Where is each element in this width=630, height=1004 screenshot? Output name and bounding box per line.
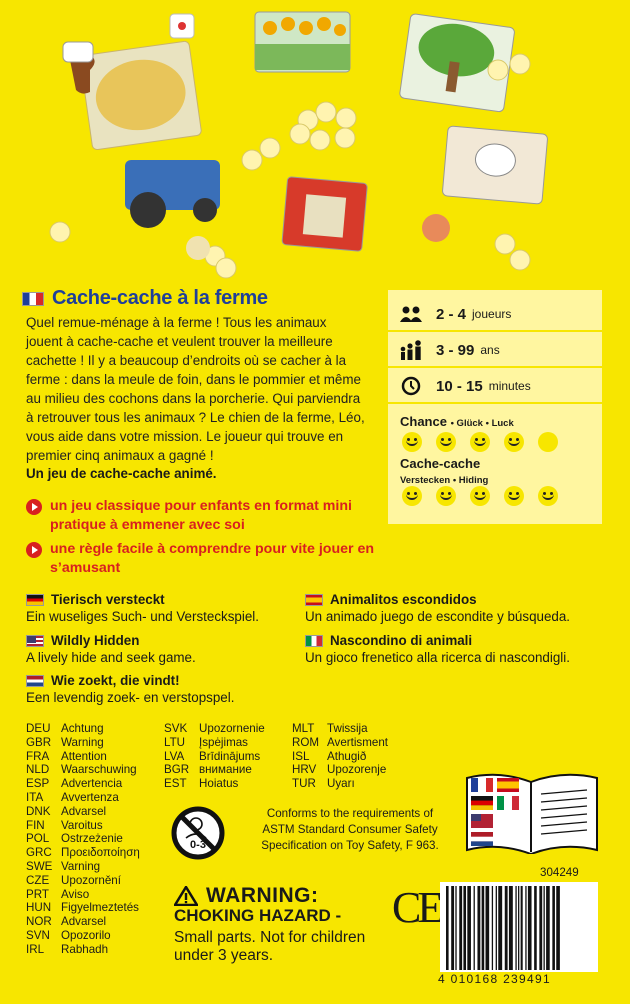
age-label: 0-3 <box>190 839 206 851</box>
warning-word: Opozorilo <box>61 928 111 942</box>
time-unit: minutes <box>488 379 531 393</box>
barcode-bar <box>556 886 560 970</box>
warning-word: Attention <box>61 749 107 763</box>
country-code: FIN <box>26 818 45 832</box>
players-icon <box>398 304 424 324</box>
feature-bullet <box>26 540 376 578</box>
warning-row <box>164 722 265 736</box>
warning-word: Figyelmeztetés <box>61 901 139 915</box>
lang-text: Un gioco frenetico alla ricerca di nascondigli. <box>305 650 570 665</box>
warning-word: Upozornění <box>61 873 121 887</box>
warning-row <box>26 777 140 791</box>
smiley-filled-icon <box>504 432 524 452</box>
flag-italy-icon <box>305 635 323 647</box>
astm-conformity-text: Conforms to the requirements of ASTM Standard Consumer Safety Specification on Toy Safety, F 963. <box>261 807 439 852</box>
hiding-label: Cache-cache Verstecken • Hiding <box>400 456 489 486</box>
warning-row <box>26 736 140 750</box>
lang-text: A lively hide and seek game. <box>26 650 196 665</box>
warning-word: Uyarı <box>327 777 355 791</box>
smiley-filled-icon <box>504 486 524 506</box>
warning-row <box>164 736 265 750</box>
no-under-3-icon <box>171 806 225 860</box>
country-code: LTU <box>164 735 186 749</box>
warning-row <box>26 901 140 915</box>
country-code: SVN <box>26 928 50 942</box>
feature-bullet <box>26 497 376 535</box>
warning-word: Upozorenje <box>327 763 387 777</box>
barcode-bar <box>552 886 555 970</box>
warning-word: Avertisment <box>327 735 388 749</box>
flag-germany-icon <box>26 594 44 606</box>
barcode-bar <box>544 886 545 970</box>
barcode-bar <box>539 886 542 970</box>
warning-list-2 <box>164 722 265 791</box>
hiding-sub: Verstecken • Hiding <box>400 475 489 486</box>
lang-block-us <box>26 632 196 666</box>
country-code: NLD <box>26 763 50 777</box>
warning-row <box>26 915 140 929</box>
country-code: CZE <box>26 873 50 887</box>
warning-word: Advertencia <box>61 777 123 791</box>
warning-row <box>164 750 265 764</box>
barcode-number: 4 010168 239491 <box>438 972 551 986</box>
lang-title: Wie zoekt, die vindt! <box>51 673 180 688</box>
country-code: ESP <box>26 777 50 791</box>
barcode-bar <box>446 886 449 970</box>
barcode-bar <box>492 886 493 970</box>
smiley-filled-icon <box>470 432 490 452</box>
barcode-bar <box>474 886 475 970</box>
country-code: DNK <box>26 804 51 818</box>
chance-rating <box>402 432 558 452</box>
warning-word: Aviso <box>61 887 90 901</box>
flag-spain-icon <box>305 594 323 606</box>
country-code: LVA <box>164 749 185 763</box>
warning-row <box>292 736 388 750</box>
warning-row <box>26 860 140 874</box>
country-code: POL <box>26 832 50 846</box>
smiley-filled-icon <box>470 486 490 506</box>
country-code: EST <box>164 777 187 791</box>
warning-word: Achtung <box>61 722 104 735</box>
warning-row <box>26 943 140 957</box>
warning-row <box>164 763 265 777</box>
warning-row <box>26 832 140 846</box>
country-code: IRL <box>26 942 45 956</box>
country-code: FRA <box>26 749 50 763</box>
barcode-bar <box>477 886 480 970</box>
country-code: MLT <box>292 722 315 735</box>
country-code: SWE <box>26 859 53 873</box>
country-code: BGR <box>164 763 190 777</box>
warning-row <box>292 777 388 791</box>
warning-word: Advarsel <box>61 804 107 818</box>
country-code: DEU <box>26 722 51 735</box>
arrow-bullet-icon <box>26 542 42 558</box>
arrow-bullet-icon <box>26 499 42 515</box>
barcode-bar <box>525 886 526 970</box>
age-value: 3 - 99 <box>436 341 475 359</box>
warning-word: Rabhadh <box>61 942 109 956</box>
country-code: SVK <box>164 722 188 735</box>
barcode <box>440 882 598 972</box>
instruction-book-icon <box>465 772 599 854</box>
lang-block-it <box>305 632 570 666</box>
warning-row <box>26 763 140 777</box>
warning-word: Προειδοποίηση <box>61 846 140 860</box>
barcode-bar <box>451 886 454 970</box>
barcode-bar <box>521 886 523 970</box>
choking-hazard-text: CHOKING HAZARD - <box>174 906 342 925</box>
warning-word: Warning <box>61 735 104 749</box>
warning-title: WARNING: <box>206 884 319 907</box>
barcode-bar <box>498 886 502 970</box>
warning-row <box>292 750 388 764</box>
country-code: HUN <box>26 901 52 915</box>
warning-row <box>26 929 140 943</box>
warning-word: внимание <box>199 763 252 777</box>
flag-netherlands-icon <box>26 675 44 687</box>
warning-triangle-icon <box>174 886 198 906</box>
players-value: 2 - 4 <box>436 305 467 323</box>
warning-word: Brīdinājums <box>199 749 261 763</box>
feature-text: un jeu classique pour enfants en format mini pratique à emmener avec soi <box>50 498 352 533</box>
barcode-bar <box>486 886 490 970</box>
lang-title: Tierisch versteckt <box>51 592 165 607</box>
lang-title: Animalitos escondidos <box>330 592 477 607</box>
item-number: 304249 <box>540 866 579 879</box>
warning-word: Avvertenza <box>61 790 119 804</box>
barcode-bar <box>518 886 519 970</box>
barcode-bar <box>509 886 513 970</box>
warning-row <box>26 819 140 833</box>
warning-heading <box>174 884 319 908</box>
game-tagline: Un jeu de cache-cache animé. <box>26 466 217 481</box>
warning-row <box>26 750 140 764</box>
country-code: HRV <box>292 763 317 777</box>
country-code: ISL <box>292 749 310 763</box>
country-code: ROM <box>292 735 320 749</box>
warning-word: Upozornenie <box>199 722 265 735</box>
age-icon <box>398 340 424 360</box>
lang-block-nl <box>26 672 234 706</box>
lang-text: Een levendig zoek- en verstopspel. <box>26 690 235 705</box>
lang-text: Un animado juego de escondite y búsqueda. <box>305 609 571 624</box>
warning-word: Varning <box>61 859 101 873</box>
smiley-filled-icon <box>436 432 456 452</box>
players-unit: joueurs <box>472 307 512 321</box>
age-row <box>388 334 602 368</box>
players-row <box>388 298 602 332</box>
game-info-box <box>388 290 602 524</box>
warning-row <box>26 791 140 805</box>
barcode-bar <box>528 886 532 970</box>
barcode-bar <box>505 886 508 970</box>
country-code: NOR <box>26 915 52 929</box>
game-description: Quel remue-ménage à la ferme ! Tous les animaux jouent à cache-cache et veulent trouver la meilleure cachette ! Il y a beaucoup d’endroits où se cacher à la ferme : dans la meule de foin, dans le pommier et même au milieu des cochons dans la porcherie. Qui parviendra à retrouver tous les animaux ? Le chien de la ferme, Léo, vous aide dans votre mission. Le joueur qui trouve en premier cinq animaux a gagné ! <box>26 315 365 463</box>
warning-row <box>26 722 140 736</box>
time-row <box>388 370 602 404</box>
age-unit: ans <box>480 343 500 357</box>
warning-row <box>292 722 388 736</box>
warning-word: Advarsel <box>61 915 107 929</box>
warning-word: Athugið <box>327 749 367 763</box>
barcode-bar <box>546 886 550 970</box>
smiley-filled-icon <box>538 486 558 506</box>
barcode-bar <box>515 886 516 970</box>
lang-title: Nascondino di animali <box>330 633 473 648</box>
barcode-bar <box>482 886 485 970</box>
chance-sub: • Glück • Luck <box>450 418 514 429</box>
lang-text: Ein wuseliges Such- und Versteckspiel. <box>26 609 259 624</box>
lang-title: Wildly Hidden <box>51 633 140 648</box>
barcode-bar <box>459 886 462 970</box>
smiley-empty-icon <box>538 432 558 452</box>
warning-row <box>26 888 140 902</box>
lang-block-es <box>305 591 570 625</box>
country-code: TUR <box>292 777 316 791</box>
warning-list-3 <box>292 722 388 791</box>
barcode-bar <box>534 886 537 970</box>
time-value: 10 - 15 <box>436 377 483 395</box>
game-pieces-illustration <box>0 0 630 282</box>
barcode-bar <box>467 886 471 970</box>
small-parts-text: Small parts. Not for children under 3 years. <box>174 929 366 964</box>
warning-list-1 <box>26 722 140 957</box>
warning-row <box>292 763 388 777</box>
barcode-bar <box>455 886 456 970</box>
warning-word: Twissija <box>327 722 368 735</box>
clock-icon <box>398 376 424 396</box>
warning-row <box>26 846 140 860</box>
barcode-bar <box>496 886 497 970</box>
country-code: PRT <box>26 887 49 901</box>
ce-mark: CE <box>392 883 441 932</box>
smiley-filled-icon <box>402 486 422 506</box>
chance-label: Chance • Glück • Luck <box>400 414 514 429</box>
warning-row <box>26 805 140 819</box>
warning-row <box>26 874 140 888</box>
country-code: GBR <box>26 735 52 749</box>
warning-word: Hoiatus <box>199 777 239 791</box>
warning-word: Waarschuwing <box>61 763 137 777</box>
barcode-bar <box>463 886 466 970</box>
warning-word: Varoitus <box>61 818 103 832</box>
warning-row <box>164 777 265 791</box>
warning-word: Įspėjimas <box>199 735 248 749</box>
feature-text: une règle facile à comprendre pour vite jouer en s’amusant <box>50 541 375 576</box>
flag-usa-icon <box>26 635 44 647</box>
flag-france-icon <box>22 292 44 306</box>
warning-word: Ostrzeżenie <box>61 832 123 846</box>
country-code: ITA <box>26 790 44 804</box>
smiley-filled-icon <box>402 432 422 452</box>
smiley-filled-icon <box>436 486 456 506</box>
game-title: Cache-cache à la ferme <box>52 287 268 309</box>
country-code: GRC <box>26 846 52 860</box>
hiding-rating <box>402 486 558 506</box>
lang-block-de <box>26 591 259 625</box>
